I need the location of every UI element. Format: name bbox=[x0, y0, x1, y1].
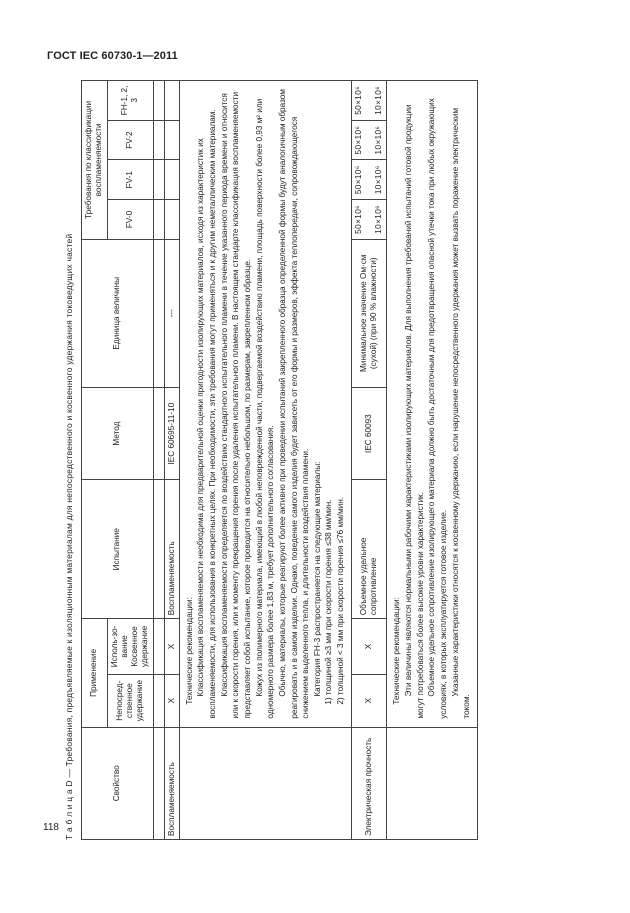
note-paragraph: Категория FH-3 распространяется на следующие материалы: bbox=[312, 461, 322, 697]
technical-note bbox=[179, 81, 351, 728]
cell-fv0: 50×10⁶ 10×10⁶ bbox=[351, 200, 387, 240]
technical-note bbox=[387, 81, 477, 728]
col-header-application: Применение bbox=[82, 619, 108, 727]
cell-property: Воспламеняемость bbox=[164, 727, 179, 839]
note-heading: Технические рекомендации: bbox=[392, 597, 402, 705]
cell-property: Электрическая прочность bbox=[351, 727, 387, 839]
note-paragraph: Кожух из полимерного материала, имеющий в любой неповрежденной части, подвергаемой воздействию пламени, площадь поверхности более 0,93 м² или одномерного размера более 1,83 м, требует дополнительного согласования. bbox=[254, 98, 276, 719]
note-row bbox=[179, 81, 351, 840]
cell-method: IEC 60695-11-10 bbox=[164, 387, 179, 480]
document-header: ГОСТ IEC 60730-1—2011 bbox=[47, 50, 178, 62]
cell-direct: X bbox=[164, 674, 179, 727]
note-paragraph: Эти величины являются нормальными рабочими характеристиками изолирующих материалов. Для выполнения требований испытаний готовой продукции могут потребоваться более высокие уровни характеристик. bbox=[404, 104, 425, 719]
col-header-fv0: FV-0 bbox=[107, 200, 153, 240]
col-header-fh: FH-1, 2, 3 bbox=[107, 81, 153, 121]
cell-method: IEC 60093 bbox=[351, 387, 387, 480]
cell-fh: 50×10⁶ 10×10⁶ bbox=[351, 81, 387, 121]
note-list-item: 2) толщиной < 3 мм при скорости горения ≤76 мм/мин. bbox=[336, 496, 346, 705]
cell-unit: Минимальное значение Ом·см (сухой) (при 90 % влажности) bbox=[351, 239, 387, 387]
col-header-test: Испытание bbox=[82, 480, 154, 619]
note-paragraph: Классификация воспламеняемости определяется по воздействию стандартного испытательного пламени в течение указанного периода времени и относится или к скорости горения, или к моменту прекращения горения после удаления испытательного пламени. В настоящем стандарте классификация воспламеняемости представляет собой испытание, которое проводится на относительно небольшом, по размерам, закрепленном образце. bbox=[219, 91, 252, 719]
note-heading: Технические рекомендации: bbox=[184, 597, 194, 705]
col-header-property: Свойство bbox=[82, 727, 154, 839]
col-header-fv2: FV-2 bbox=[107, 120, 153, 160]
cell-direct: X bbox=[351, 674, 387, 727]
col-header-requirements: Требования по классификации воспламеняемости bbox=[82, 81, 108, 240]
spacer-row bbox=[153, 81, 164, 840]
col-header-indirect-label: Косвенное удержание bbox=[130, 625, 150, 668]
requirements-table bbox=[81, 80, 478, 840]
cell-indirect: X bbox=[164, 619, 179, 675]
col-header-indirect bbox=[107, 619, 153, 675]
col-header-fv1: FV-1 bbox=[107, 160, 153, 200]
cell-indirect: X bbox=[351, 619, 387, 675]
note-paragraph: Указанные характеристики относятся к косвенному удержанию, если нарушение непосредственного удержания может вызвать поражение электрическим током. bbox=[450, 107, 472, 719]
note-list-item: 1) толщиной ≥3 мм при скорости горения ≤38 мм/мин. bbox=[324, 499, 334, 705]
cell-fv1: 50×10⁶ 10×10⁶ bbox=[351, 160, 387, 200]
col-header-direct: Непосред-ственное удержание bbox=[107, 674, 153, 727]
note-paragraph: Объемное удельное сопротивление изолирующего материала должно быть достаточным для предотвращения опасной утечки тока при любых окружающих условиях, в которых эксплуатируется готовое изделие. bbox=[427, 98, 449, 719]
cell-test: Объемное удельное сопротивление bbox=[351, 480, 387, 619]
note-paragraph: Обычно, материалы, которые реагируют более активно при проведении испытаний закрепленного образца определенной формы будут аналогичным образом реагировать и в самом изделии. Однако, поведение самого изделия будет зависеть от его формы и размеров, эффекта теплопередачи, сопровождающегося снижением выделенного тепла, и длительности воздействия пламени. bbox=[277, 89, 311, 719]
rotated-table-area bbox=[61, 80, 586, 840]
col-header-unit: Единица величины bbox=[82, 239, 154, 387]
cell-test: Воспламеняемость bbox=[164, 480, 179, 619]
col-header-use: Исполь-зо-вание bbox=[109, 625, 129, 668]
table-row bbox=[351, 81, 387, 840]
note-paragraph: Классификация воспламеняемости необходима для предварительной оценки пригодности изолирующих материалов, исходя из характеристик их воспламеняемости, для использования в конкретных целях. При необходимости, эти требования могут применяться и к другим неметаллическим материалам. bbox=[196, 109, 218, 719]
table-row bbox=[164, 81, 179, 840]
page-number: 118 bbox=[43, 822, 59, 833]
note-row bbox=[387, 81, 477, 840]
col-header-method: Метод bbox=[82, 387, 154, 480]
table-caption: Т а б л и ц а D — Требования, предъявляемые к изоляционным материалам для непосредственного и косвенного удержания токоведущих частей bbox=[64, 233, 74, 840]
cell-unit: --- bbox=[164, 239, 179, 387]
cell-fv2: 50×10⁶ 10×10⁶ bbox=[351, 120, 387, 160]
